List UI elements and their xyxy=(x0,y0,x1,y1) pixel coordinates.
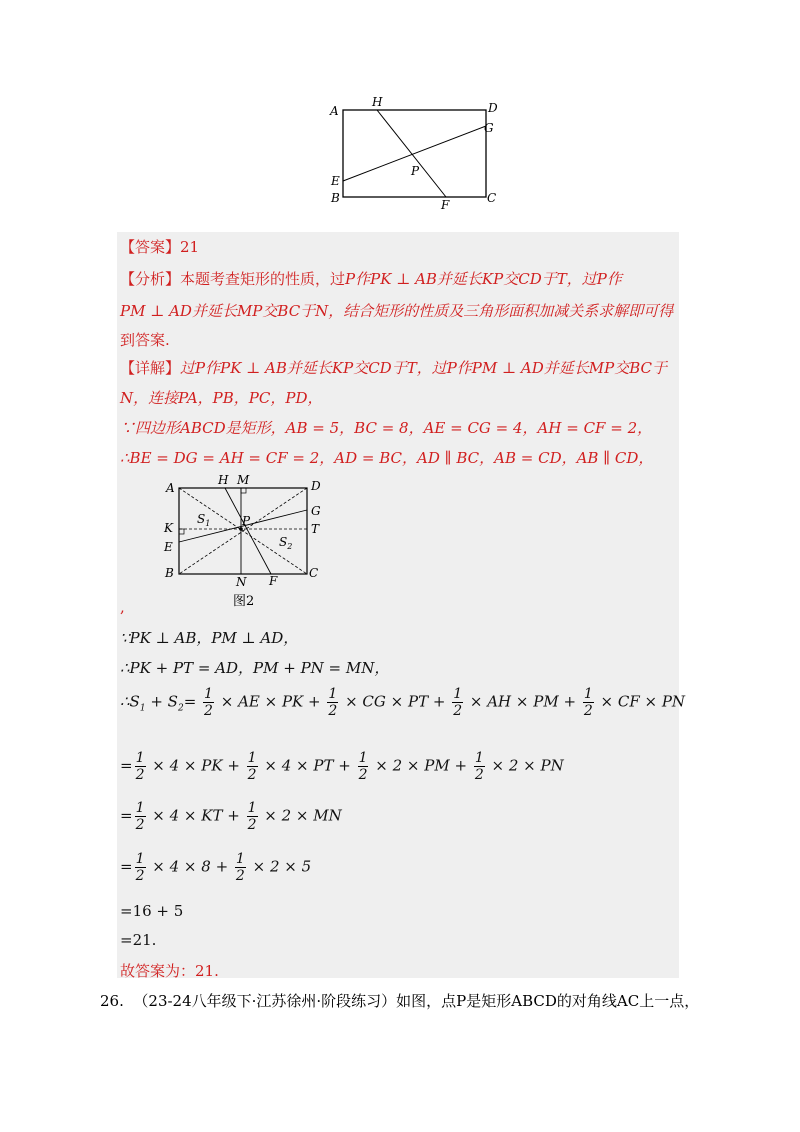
figure-rectangle-2 xyxy=(160,472,335,602)
fig2-label-A: A xyxy=(166,481,175,495)
fig2-label-D: D xyxy=(311,479,321,493)
fig2-label-K: K xyxy=(164,521,173,535)
fig2-label-F: F xyxy=(269,574,278,588)
detail-line-3: ∵四边形ABCD是矩形，AB = 5，BC = 8，AE = CG = 4，AH = CF = 2， xyxy=(120,419,653,437)
detail-line-1: 【详解】过P作PK ⊥ AB并延长KP交CD于T，过P作PM ⊥ AD并延长MP交BC于 xyxy=(120,359,667,377)
label-E: E xyxy=(331,174,340,188)
comma-line: , xyxy=(120,598,125,616)
label-G: G xyxy=(484,121,494,135)
fig2-label-N: N xyxy=(236,575,247,589)
analysis-line-1: 【分析】本题考查矩形的性质，过P作PK ⊥ AB并延长KP交CD于T，过P作 xyxy=(120,270,622,288)
figure-rectangle-1 xyxy=(320,95,510,215)
step-5: = $\frac{1}{2}$ × 4 × KT + $\frac{1}{2}$ × 2 × MN xyxy=(120,800,342,833)
label-A: A xyxy=(330,104,339,118)
step-7: =16 + 5 xyxy=(120,902,184,920)
figure2-caption: 图2 xyxy=(233,594,255,609)
analysis-line-2: PM ⊥ AD并延长MP交BC于N，结合矩形的性质及三角形面积加减关系求解即可得 xyxy=(120,302,674,320)
label-B: B xyxy=(331,191,340,205)
conclusion-line: 故答案为：21. xyxy=(120,962,219,980)
step-8: =21. xyxy=(120,931,157,949)
fig2-label-C: C xyxy=(309,566,319,580)
question-26: 26. （23-24八年级下·江苏徐州·阶段练习）如图，点P是矩形ABCD的对角线AC上一点， xyxy=(100,992,700,1010)
fig2-label-S1: $S_1$ xyxy=(197,512,211,528)
analysis-line-3: 到答案. xyxy=(120,331,170,349)
fig2-label-M: M xyxy=(237,473,250,487)
fig2-label-S2: $S_2$ xyxy=(279,535,293,551)
fig2-label-B: B xyxy=(165,566,174,580)
fig2-label-E: E xyxy=(164,540,173,554)
step-4: = $\frac{1}{2}$ × 4 × PK + $\frac{1}{2}$ × 4 × PT + $\frac{1}{2}$ × 2 × PM + $\frac{1}{2}$ × 2 × PN xyxy=(120,750,564,783)
label-D: D xyxy=(488,101,498,115)
step-1: ∵PK ⊥ AB，PM ⊥ AD， xyxy=(120,629,299,647)
step-6: = $\frac{1}{2}$ × 4 × 8 + $\frac{1}{2}$ × 2 × 5 xyxy=(120,851,312,884)
fig2-label-T: T xyxy=(311,522,320,536)
label-H: H xyxy=(372,95,383,109)
step-2: ∴PK + PT = AD，PM + PN = MN， xyxy=(120,659,390,677)
label-F: F xyxy=(441,198,450,212)
detail-line-2: N，连接PA，PB，PC，PD， xyxy=(120,389,323,407)
fig2-label-H: H xyxy=(218,473,229,487)
label-C: C xyxy=(487,191,497,205)
detail-line-4: ∴BE = DG = AH = CF = 2，AD = BC，AD ∥ BC，AB = CD，AB ∥ CD， xyxy=(120,449,654,467)
answer-line: 【答案】21 xyxy=(120,238,200,256)
fig2-label-G: G xyxy=(311,504,321,518)
label-P: P xyxy=(411,164,420,178)
step-3: $\therefore S_1 + S_2=$ $\frac{1}{2}$ × AE × PK + $\frac{1}{2}$ × CG × PT + $\frac{1}{2}$ × AH × PM + $\frac{1}{2}$ × CF × PN xyxy=(120,686,686,719)
fig2-label-P: P xyxy=(242,514,251,528)
